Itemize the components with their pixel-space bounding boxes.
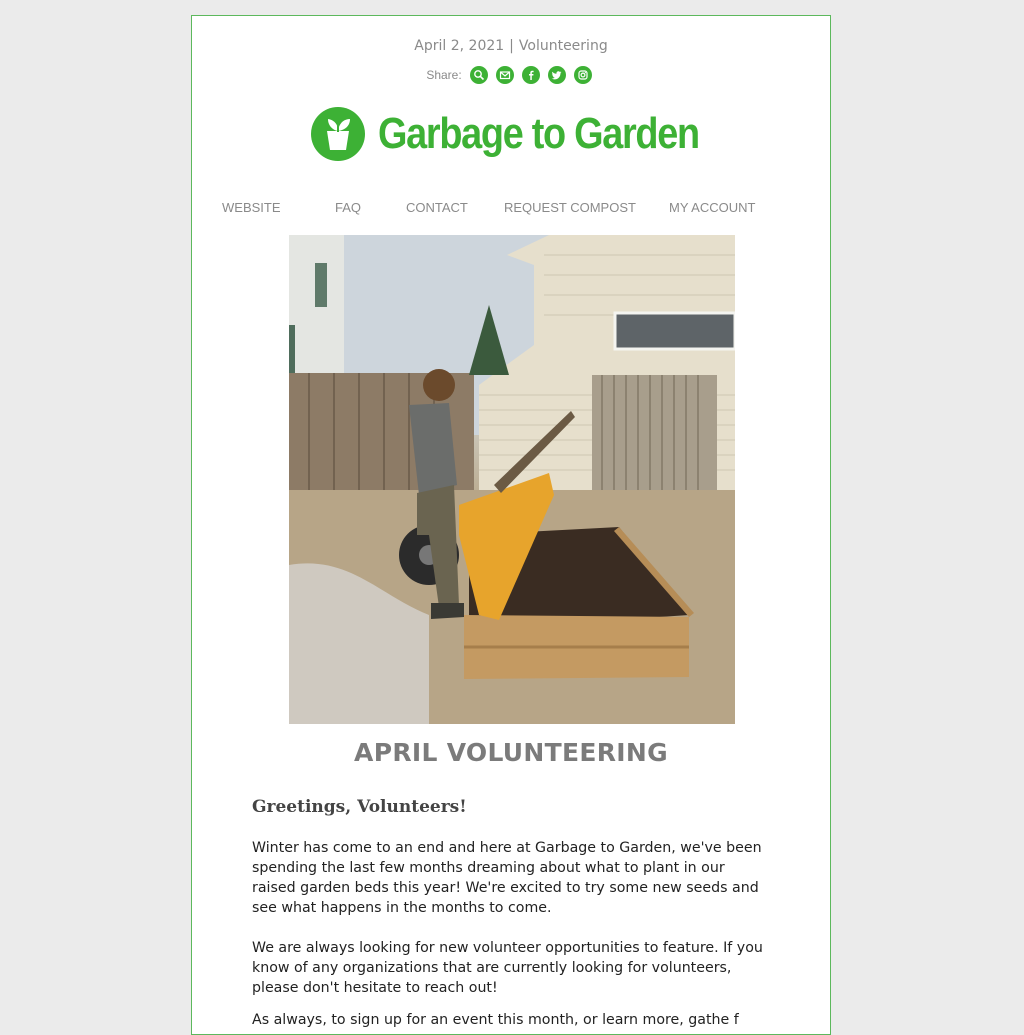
nav-my-account[interactable]: MY ACCOUNT (669, 200, 756, 215)
share-bar (192, 65, 830, 85)
paragraph-2: We are always looking for new volunteer opportunities to feature. If you know of any organizations that are currently looking for volunteers, please don't hesitate to reach out! (252, 940, 763, 996)
post-meta (192, 38, 830, 54)
brand-logo[interactable] (310, 104, 751, 164)
top-nav (192, 200, 831, 220)
brand-name: Garbage to Garden (378, 109, 699, 158)
paragraph-3: As always, to sign up for an event this month, or learn more, gathe f (252, 1012, 739, 1028)
hero-image (289, 235, 735, 724)
newsletter-card (191, 15, 831, 1035)
article-title: APRIL VOLUNTEERING (354, 738, 668, 767)
greeting: Greetings, Volunteers! (252, 797, 467, 817)
share-label: Share: (426, 68, 462, 82)
post-date: April 2, 2021 (414, 38, 505, 54)
twitter-icon[interactable] (548, 66, 566, 84)
hero-illustration (289, 235, 735, 724)
compost-pot-icon (310, 106, 366, 162)
nav-faq[interactable]: FAQ (335, 200, 362, 215)
nav-website[interactable]: WEBSITE (222, 200, 281, 215)
paragraph-1: Winter has come to an end and here at Garbage to Garden, we've been spending the last few months dreaming about what to plant in our raised garden beds this year! We're excited to try some new seeds and see what happens in the months to come. (252, 840, 762, 916)
facebook-icon[interactable] (522, 66, 540, 84)
mail-icon[interactable] (496, 66, 514, 84)
post-category[interactable]: Volunteering (518, 38, 608, 54)
nav-request-compost[interactable]: REQUEST COMPOST (504, 200, 636, 215)
search-icon[interactable] (470, 66, 488, 84)
meta-separator: | (509, 38, 514, 54)
instagram-icon[interactable] (574, 66, 592, 84)
nav-contact[interactable]: CONTACT (406, 200, 468, 215)
